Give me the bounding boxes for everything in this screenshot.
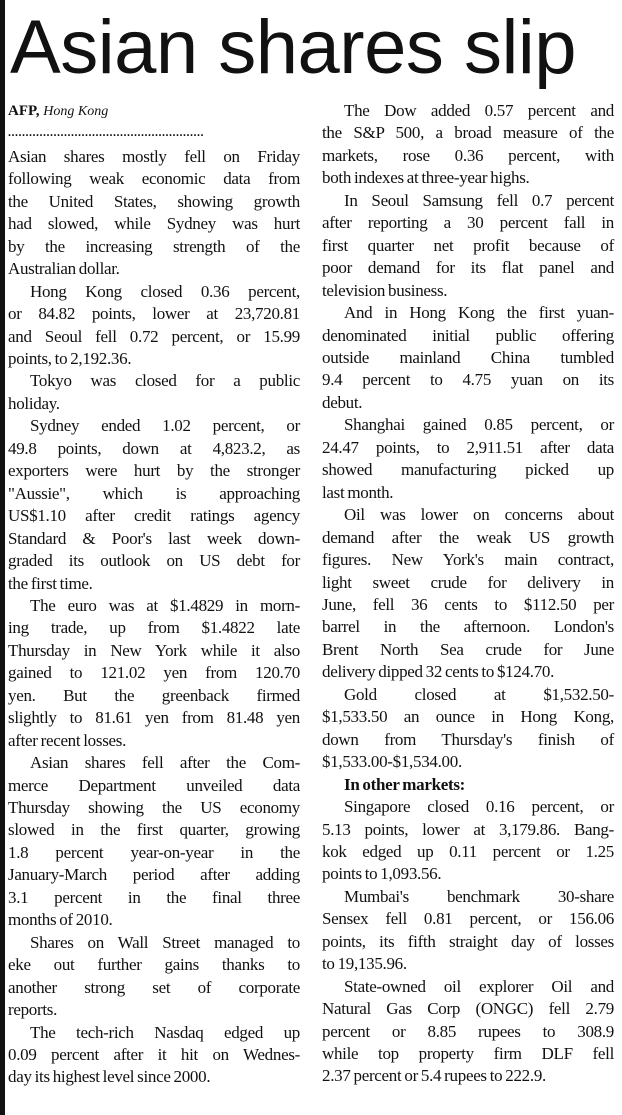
text-line: reports.	[8, 1000, 58, 1020]
paragraph	[322, 886, 614, 976]
text-line: figures. New York's main contract,	[322, 550, 614, 570]
text-line: Sydney ended 1.02 percent, or	[30, 416, 300, 436]
text-line: Thursday in New York while it also	[8, 640, 300, 660]
text-line: day its highest level since 2000.	[8, 1067, 211, 1087]
scan-edge	[0, 0, 5, 1115]
text-line: The euro was at $1.4829 in morn-	[30, 595, 300, 615]
paragraph	[8, 146, 300, 281]
text-line: merce Department unveiled data	[8, 775, 300, 795]
text-line: had slowed, while Sydney was hurt	[8, 214, 300, 234]
text-line: Standard & Poor's last week down-	[8, 528, 300, 548]
paragraph	[8, 752, 300, 932]
text-line: 9.4 percent to 4.75 yuan on its	[322, 370, 614, 390]
dotted-separator: ........................................................	[8, 125, 204, 140]
text-line: $1,533.50 an ounce in Hong Kong,	[322, 707, 614, 727]
text-line: points, its fifth straight day of losses	[322, 931, 614, 951]
text-line: Singapore closed 0.16 percent, or	[344, 797, 614, 817]
byline-location: Hong Kong	[43, 104, 109, 119]
text-line: showed manufacturing picked up	[322, 460, 614, 480]
text-line: January-March period after adding	[8, 865, 300, 885]
text-line: Asian shares mostly fell on Friday	[8, 146, 300, 166]
paragraph	[322, 684, 614, 774]
text-line: barrel in the afternoon. London's	[322, 617, 614, 637]
text-line: "Aussie", which is approaching	[8, 483, 300, 503]
text-line: And in Hong Kong the first yuan-	[344, 303, 614, 323]
paragraph	[322, 976, 614, 1088]
text-line: Mumbai's benchmark 30-share	[344, 886, 614, 906]
text-line: Australian dollar.	[8, 259, 120, 279]
text-line: points to 1,093.56.	[322, 864, 442, 884]
text-line: another strong set of corporate	[8, 977, 300, 997]
paragraph	[322, 190, 614, 302]
text-line: both indexes at three-year highs.	[322, 168, 530, 188]
text-line: first quarter net profit because of	[322, 235, 614, 255]
article-column-right	[322, 100, 614, 1088]
text-line: Shares on Wall Street managed to	[30, 932, 300, 952]
text-line: In other markets:	[344, 774, 466, 794]
paragraph	[322, 414, 614, 504]
text-line: eke out further gains thanks to	[8, 955, 300, 975]
right-column-body	[322, 100, 614, 1088]
text-line: Asian shares fell after the Com-	[30, 753, 300, 773]
text-line: or 84.82 points, lower at 23,720.81	[8, 304, 300, 324]
text-line: denominated initial public offering	[322, 325, 614, 345]
text-line: after recent losses.	[8, 730, 127, 750]
text-line: percent or 8.85 rupees to 308.9	[322, 1021, 614, 1041]
paragraph	[322, 100, 614, 190]
article-column-left	[8, 100, 300, 1089]
text-line: exporters were hurt by the stronger	[8, 461, 300, 481]
text-line: Thursday showing the US economy	[8, 798, 300, 818]
text-line: markets, rose 0.36 percent, with	[322, 145, 614, 165]
text-line: The tech-rich Nasdaq edged up	[30, 1022, 300, 1042]
text-line: Brent North Sea crude for June	[322, 639, 614, 659]
text-line: months of 2010.	[8, 910, 113, 930]
text-line: television business.	[322, 280, 448, 300]
text-line: down from Thursday's finish of	[322, 729, 614, 749]
text-line: 2.37 percent or 5.4 rupees to 222.9.	[322, 1066, 546, 1086]
left-column-body	[8, 146, 300, 1089]
text-line: slightly to 81.61 yen from 81.48 yen	[8, 708, 300, 728]
text-line: ing trade, up from $1.4822 late	[8, 618, 300, 638]
text-line: US$1.10 after credit ratings agency	[8, 506, 300, 526]
text-line: points, to 2,192.36.	[8, 348, 132, 368]
text-line: Gold closed at $1,532.50-	[344, 684, 614, 704]
text-line: In Seoul Samsung fell 0.7 percent	[344, 190, 614, 210]
text-line: 1.8 percent year-on-year in the	[8, 842, 300, 862]
text-line: following weak economic data from	[8, 169, 300, 189]
paragraph	[322, 504, 614, 684]
text-line: 5.13 points, lower at 3,179.86. Bang-	[322, 819, 614, 839]
text-line: last month.	[322, 482, 394, 502]
text-line: 24.47 points, to 2,911.51 after data	[322, 437, 614, 457]
text-line: demand after the weak US growth	[322, 527, 614, 547]
text-line: after reporting a 30 percent fall in	[322, 213, 614, 233]
text-line: the United States, showing growth	[8, 191, 300, 211]
paragraph	[8, 281, 300, 371]
paragraph	[322, 796, 614, 886]
headline: Asian shares slip	[10, 5, 576, 90]
text-line: Oil was lower on concerns about	[344, 505, 614, 525]
paragraph	[322, 774, 614, 796]
text-line: Hong Kong closed 0.36 percent,	[30, 281, 300, 301]
text-line: holiday.	[8, 393, 60, 413]
text-line: the S&P 500, a broad measure of the	[322, 123, 614, 143]
text-line: Sensex fell 0.81 percent, or 156.06	[322, 909, 614, 929]
text-line: 49.8 points, down at 4,823.2, as	[8, 438, 300, 458]
paragraph	[8, 370, 300, 415]
byline-source: AFP,	[8, 103, 40, 119]
text-line: and Seoul fell 0.72 percent, or 15.99	[8, 326, 300, 346]
text-line: delivery dipped 32 cents to $124.70.	[322, 662, 555, 682]
text-line: graded its outlook on US debt for	[8, 551, 300, 571]
paragraph	[8, 932, 300, 1022]
paragraph	[8, 1022, 300, 1089]
text-line: poor demand for its flat panel and	[322, 258, 614, 278]
text-line: yen. But the greenback firmed	[8, 685, 300, 705]
paragraph	[8, 415, 300, 595]
text-line: Tokyo was closed for a public	[30, 371, 300, 391]
text-line: slowed in the first quarter, growing	[8, 820, 300, 840]
text-line: Natural Gas Corp (ONGC) fell 2.79	[322, 999, 614, 1019]
text-line: outside mainland China tumbled	[322, 347, 614, 367]
text-line: $1,533.00-$1,534.00.	[322, 752, 462, 772]
text-line: 0.09 percent after it hit on Wednes-	[8, 1045, 300, 1065]
text-line: by the increasing strength of the	[8, 236, 300, 256]
text-line: June, fell 36 cents to $112.50 per	[322, 594, 614, 614]
text-line: while top property firm DLF fell	[322, 1044, 614, 1064]
text-line: to 19,135.96.	[322, 954, 407, 974]
text-line: the first time.	[8, 573, 93, 593]
text-line: State-owned oil explorer Oil and	[344, 976, 614, 996]
text-line: 3.1 percent in the final three	[8, 887, 300, 907]
byline	[8, 100, 300, 123]
text-line: debut.	[322, 392, 363, 412]
text-line: kok edged up 0.11 percent or 1.25	[322, 841, 614, 861]
text-line: light sweet crude for delivery in	[322, 572, 614, 592]
paragraph	[8, 595, 300, 752]
paragraph	[322, 302, 614, 414]
text-line: Shanghai gained 0.85 percent, or	[344, 415, 614, 435]
text-line: The Dow added 0.57 percent and	[344, 101, 614, 120]
text-line: gained to 121.02 yen from 120.70	[8, 663, 300, 683]
